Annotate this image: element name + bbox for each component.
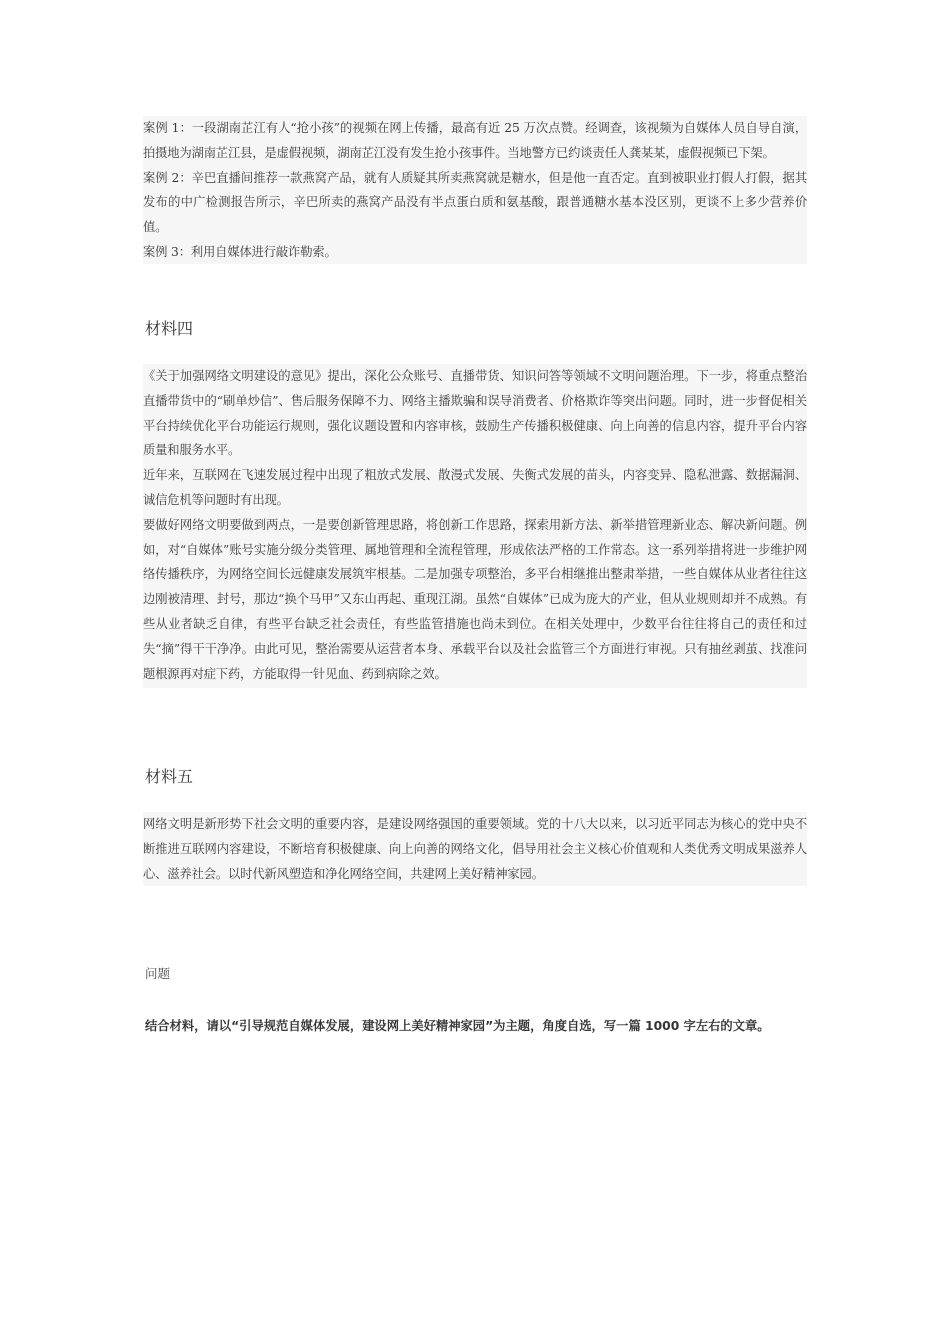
case-1-paragraph: 案例 1：一段湖南芷江有人“抢小孩”的视频在网上传播，最高有近 25 万次点赞。经调查，该视频为自媒体人员自导自演，拍摄地为湖南芷江县，是虚假视频，湖南芷江没有发生抢小孩事件。当地警方已约谈责任人龚某某，虚假视频已下架。: [143, 121, 807, 160]
material-4-paragraph-1: 《关于加强网络文明建设的意见》提出，深化公众账号、直播带货、知识问答等领域不文明问题治理。下一步，将重点整治直播带货中的“刷单炒信”、售后服务保障不力、网络主播欺骗和误导消费者、价格欺诈等突出问题。同时，进一步督促相关平台持续优化平台功能运行规则，强化议题设置和内容审核，鼓励生产传播积极健康、向上向善的信息内容，提升平台内容质量和服务水平。: [143, 369, 807, 458]
case-3-paragraph: 案例 3：利用自媒体进行敲诈勒索。: [143, 244, 337, 259]
question-text: 结合材料，请以“引导规范自媒体发展，建设网上美好精神家园”为主题，角度自选，写一篇 1000 字左右的文章。: [145, 1019, 770, 1033]
material-4-block: [143, 364, 807, 688]
material-4-paragraph-2: 近年来，互联网在飞速发展过程中出现了粗放式发展、散漫式发展、失衡式发展的苗头，内容变异、隐私泄露、数据漏洞、诚信危机等问题时有出现。: [143, 468, 807, 507]
question-label: 问题: [145, 966, 171, 981]
material-5-paragraph-1: 网络文明是新形势下社会文明的重要内容，是建设网络强国的重要领域。党的十八大以来，以习近平同志为核心的党中央不断推进互联网内容建设，不断培育积极健康、向上向善的网络文化，倡导用社会主义核心价值观和人类优秀文明成果滋养人心、滋养社会。以时代新风塑造和净化网络空间，共建网上美好精神家园。: [143, 817, 807, 881]
material-5-heading: 材料五: [145, 767, 194, 786]
material-4-heading: 材料四: [145, 319, 194, 338]
material-4-paragraph-3: 要做好网络文明要做到两点，一是要创新管理思路，将创新工作思路，探索用新方法、新举措管理新业态、解决新问题。例如，对“自媒体”账号实施分级分类管理、属地管理和全流程管理，形成依法严格的工作常态。这一系列举措将进一步维护网络传播秩序，为网络空间长远健康发展筑牢根基。二是加强专项整治，多平台相继推出整肃举措，一些自媒体从业者往往这边刚被清理、封号，那边“换个马甲”又东山再起、重现江湖。虽然“自媒体”已成为庞大的产业，但从业规则却并不成熟。有些从业者缺乏自律，有些平台缺乏社会责任，有些监管措施也尚未到位。在相关处理中，少数平台往往将自己的责任和过失“摘”得干干净净。由此可见，整治需要从运营者本身、承载平台以及社会监管三个方面进行审视。只有抽丝剥茧、找准问题根源再对症下药，方能取得一针见血、药到病除之效。: [143, 517, 807, 681]
cases-block: [143, 116, 807, 264]
case-2-paragraph: 案例 2：辛巴直播间推荐一款燕窝产品，就有人质疑其所卖燕窝就是糖水，但是他一直否定。直到被职业打假人打假，据其发布的中广检测报告所示，辛巴所卖的燕窝产品没有半点蛋白质和氨基酸，跟普通糖水基本没区别，更谈不上多少营养价值。: [143, 170, 807, 235]
material-5-block: [143, 812, 807, 886]
